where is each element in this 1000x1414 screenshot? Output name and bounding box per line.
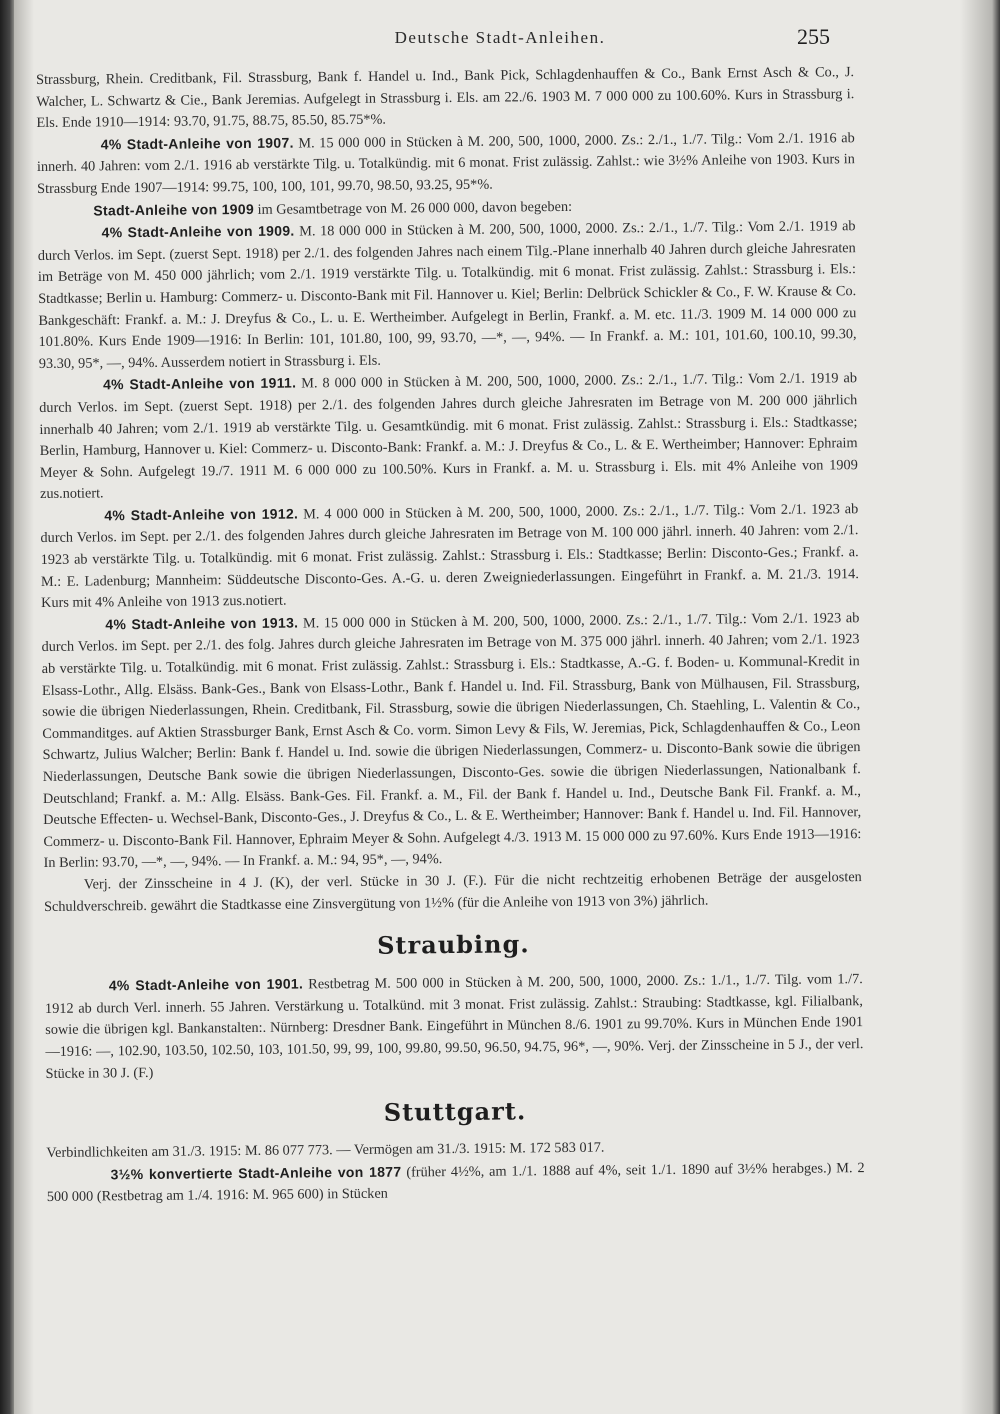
loan-1912-entry bbox=[40, 498, 859, 615]
loan-1912-heading: 4% Stadt-Anleihe von 1912. bbox=[104, 505, 299, 524]
city-heading-stuttgart: Stuttgart. bbox=[383, 1096, 527, 1127]
stuttgart-verbindlichkeiten: Verbindlichkeiten am 31./3. 1915: M. 86 077 773. — Vermögen am 31./3. 1915: M. 172 583 017. bbox=[46, 1139, 605, 1162]
loan-1909-entry bbox=[37, 215, 856, 375]
loan-1909-total-text: im Gesamtbetrage von M. 26 000 000, davon begeben: bbox=[253, 198, 573, 218]
straubing-loan-text: Restbetrag M. 500 000 in Stücken à M. 200, 500, 1000, 2000. Zs.: 1./1., 1./7. Tilg. vom 1./7. 1912 ab durch Verl. innerh. 55 Jahren. Verstärkung u. Totalkünd. mit 3 monat. Frist zulässig. Zahlst.: Straubing: Stadtkasse, kgl. Filialbank, sowie die übrigen kgl. Bankanstalten:. Nürnberg: Dresdner Bank. Eingeführt in München 8./6. 1901 zu 99.70%. Kurs in München Ende 1901—1916: —, 102.90, 103.50, 102.50, 103, 101.50, 99, 99, 100, 99.80, 99.50, 96.50, 94.75, 96*, —, 90%. Verj. der Zinsscheine in 5 J., der verl. Stücke in 30 J. (F.) bbox=[44, 971, 864, 1082]
loan-1911-entry bbox=[39, 367, 858, 505]
straubing-loan-entry bbox=[45, 968, 864, 1085]
book-binding bbox=[0, 0, 14, 1414]
straubing-loan-heading: 4% Stadt-Anleihe von 1901. bbox=[108, 975, 304, 994]
loan-1907-text: M. 15 000 000 in Stücken à M. 200, 500, 1000, 2000. Zs.: 2./1., 1./7. Tilg.: Vom 2./1. 1916 ab innerh. 40 Jahren: vom 2./1. 1916 ab verstärkte Tilg. u. Totalkündig. mit 6 monat. Frist zulässig. Zahlst.: wie 3½% Anleihe von 1903. Kurs in Strassburg Ende 1907—1914: 99.75, 100, 100, 101, 99.70, 98.50, 93.25, 95*%. bbox=[36, 129, 855, 197]
loan-1909-text: M. 18 000 000 in Stücken à M. 200, 500, 1000, 2000. Zs.: 2./1., 1./7. Tilg.: Vom 2./1. 1919 ab durch Verlos. im Sept. (zuerst Sept. 1918) per 2./1. des folgenden Jahres nach einem Tilg.-Plane innerhalb 40 Jahren durch gleiche Jahresraten im Beträge von M. 450 000 jährlich; vom 2./1. 1919 verstärkte Tilg. u. Totalkündig. mit 6 monat. Frist zulässig. Zahlst.: Strassburg i. Els.: Stadtkasse; Berlin u. Hamburg: Commerz- u. Disconto-Bank mit Fil. Hannover u. Kiel; Berlin: Delbrück Schickler & Co., F. W. Krause & Co. Bankgeschäft: Frankf. a. M.: J. Dreyfus & Co., L. u. E. Wertheimber. Aufgelegt in Berlin, Frankf. a. M. etc. 11./3. 1909 M. 14 000 000 zu 101.80%. Kurs Ende 1909—1916: In Berlin: 101, 101.80, 100, 99, 93.70, —*, —, 94%. — In Frankf. a. M.: 101, 101.60, 100.10, 99.30, 93.30, 95*, —, 94%. Ausserdem notiert in Strassburg i. Els. bbox=[37, 218, 857, 372]
page-edge-shadow bbox=[960, 0, 1000, 1414]
loan-1913-entry bbox=[41, 607, 861, 875]
loan-1913-text: M. 15 000 000 in Stücken à M. 200, 500, 1000, 2000. Zs.: 2./1., 1./7. Tilg.: Vom 2./1. 1923 ab durch Verlos. im Sept. per 2./1. des folg. Jahres durch gleiche Jahresraten im Betrage von M. 375 000 jährl. innerh. 40 Jahren; vom 2./1. 1923 ab verstärkte Tilg. u. Totalkündig. mit 6 monat. Frist zulässig. Zahlst.: Strassburg i. Els.: Stadtkasse, A.-G. f. Boden- u. Kommunal-Kredit in Elsass-Lothr., Allg. Elsäss. Bank-Ges., Bank von Elsass-Lothr., Bank f. Handel u. Ind. Fil. Strassburg, Bank von Mülhausen, Fil. Strassburg, sowie die übrigen Niederlassungen, Rhein. Creditbank, Fil. Strassburg, sowie die übrigen Niederlassungen, Ch. Staehling, L. Valentin & Co., Commanditges. auf Aktien Strassburger Bank, Ernst Asch & Co. vorm. Simon Levy & Fils, W. Jeremias, Pick, Schlagdenhauffen & Co., Leon Schwartz, Julius Walcher; Berlin: Bank f. Handel u. Ind. sowie die übrigen Niederlassungen, Commerz- u. Disconto-Bank sowie die übrigen Niederlassungen, Deutsche Bank sowie die übrigen Niederlassungen, Disconto-Ges. sowie die übrigen Niederlassungen, Nationalbank f. Deutschland; Frankf. a. M.: Allg. Elsäss. Bank-Ges. Fil. Frankf. a. M., Fil. der Bank f. Handel u. Ind., Deutsche Bank Fil. Frankf. a. M., Deutsche Effecten- u. Wechsel-Bank, Disconto-Ges., J. Dreyfus & Co., L. & E. Wertheimber; Hannover: Bank f. Handel u. Ind. Fil. Hannover, Commerz- u. Disconto-Bank Fil. Hannover, Ephraim Meyer & Sohn. Aufgelegt 4./3. 1913 M. 15 000 000 zu 97.60%. Kurs Ende 1913—1916: In Berlin: 93.70, —*, —, 94%. — In Frankf. a. M.: 94, 95*, —, 94%. bbox=[41, 609, 862, 872]
running-head: Deutsche Stadt-Anleihen. bbox=[394, 28, 606, 47]
page-number: 255 bbox=[797, 24, 830, 49]
loan-1911-text: M. 8 000 000 in Stücken à M. 200, 500, 1000, 2000. Zs.: 2./1., 1./7. Tilg.: Vom 2./1. 1919 ab durch Verlos. im Sept. (zuerst Sept. 1918) per 2./1. des folgenden Jahres durch gleiche Jahresraten im Betrage von M. 200 000 jährlich innerhalb 40 Jahren; vom 2./1. 1919 ab verstärkte Tilg. u. Gesamtkündig. mit 6 monat. Frist zulässig. Zahlst.: Strassburg i. Els.: Stadtkasse; Berlin, Hamburg, Hannover u. Kiel: Commerz- u. Disconto-Bank: Frankf. a. M.: J. Dreyfus & Co., L. & E. Wertheimber; Hannover: Ephraim Meyer & Sohn. Aufgelegt 19./7. 1911 M. 6 000 000 zu 100.50%. Kurs in Frankf. a. M. u. Strassburg i. Els. mit 4% Anleihe von 1909 zus.notiert. bbox=[39, 370, 858, 503]
loan-1907-entry bbox=[37, 127, 856, 201]
page-content bbox=[36, 62, 865, 1209]
loan-1912-text: M. 4 000 000 in Stücken à M. 200, 500, 1000, 2000. Zs.: 2./1., 1./7. Tilg.: Vom 2./1. 1923 ab durch Verlos. im Sept. per 2./1. des folgenden Jahres durch gleiche Jahresraten im Betrage von M. 100 000 jährl. innerh. 40 Jahren: vom 2./1. 1923 ab verstärkte Tilg. u. Totalkündig. mit 6 monat. Frist zulässig. Zahlst.: Strassburg i. Els.: Stadtkasse; Berlin: Disconto-Ges.; Frankf. a. M.: E. Ladenburg; Mannheim: Süddeutsche Disconto-Ges. A.-G. u. deren Zweigniederlassungen. Eingeführt in Frankf. a. M. 21./3. 1914. Kurs mit 4% Anleihe von 1913 zus.notiert. bbox=[40, 501, 859, 612]
loan-1907-heading: 4% Stadt-Anleihe von 1907. bbox=[100, 134, 294, 153]
strassburg-intro-paragraph: Strassburg, Rhein. Creditbank, Fil. Strassburg, Bank f. Handel u. Ind., Bank Pick, Schlagdenhauffen & Co., Bank Ernst Asch & Co., J. Walcher, L. Schwartz & Cie., Bank Jeremias. Aufgelegt in Strassburg i. Els. am 22./6. 1903 M. 7 000 000 zu 100.60%. Kurs in Strassburg i. Els. Ende 1910—1914: 93.70, 91.75, 88.75, 85.50, 85.75*%. bbox=[36, 64, 855, 132]
stuttgart-loan-heading: 3½% konvertierte Stadt-Anleihe von 1877 bbox=[110, 1163, 402, 1183]
stuttgart-loan-text: (früher 4½%, am 1./1. 1888 auf 4%, seit 1./1. 1890 auf 3½% herabges.) M. 2 500 000 (Restbetrag am 1./4. 1916: M. 965 600) in Stücken bbox=[46, 1159, 865, 1206]
stuttgart-loan-entry bbox=[47, 1157, 865, 1209]
loan-1911-heading: 4% Stadt-Anleihe von 1911. bbox=[102, 374, 297, 393]
loan-1909-heading: 4% Stadt-Anleihe von 1909. bbox=[101, 222, 295, 241]
city-heading-straubing: Straubing. bbox=[376, 929, 530, 960]
verjaehrung-paragraph: Verj. der Zinsscheine in 4 J. (K), der verl. Stücke in 30 J. (F.). Für die nicht rechtzeitig erhobenen Beträge der ausgelosten Schuldverschreib. gewährt die Stadtkasse eine Zinsvergütung von 1½% (für die Anleihe von 1913 von 3%) jährlich. bbox=[43, 869, 862, 915]
page-gutter bbox=[14, 0, 34, 1414]
loan-1909-total-heading: Stadt-Anleihe von 1909 bbox=[93, 200, 255, 219]
loan-1913-heading: 4% Stadt-Anleihe von 1913. bbox=[105, 614, 299, 633]
